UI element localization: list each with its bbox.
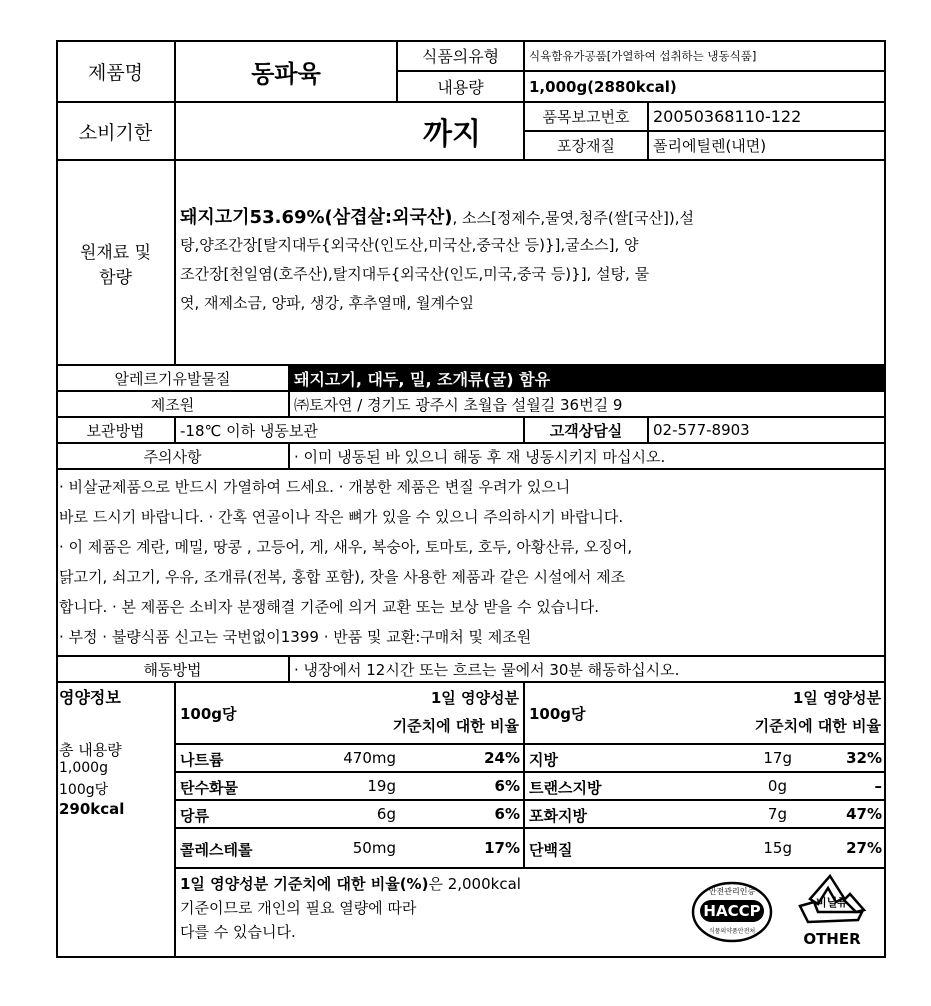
- nutrient-row: [524, 744, 886, 772]
- product-name-value: 동파육: [175, 40, 397, 102]
- nutrient-row: [175, 800, 524, 828]
- per-100g-label: 100g당: [59, 782, 109, 798]
- per-100g-kcal: 290kcal: [59, 800, 125, 818]
- nutrient-pct: 17%: [484, 839, 520, 857]
- product-name-label: 제품명: [56, 40, 175, 102]
- nutrient-row: [524, 772, 886, 800]
- allergen-label: 알레르기유발물질: [56, 365, 289, 391]
- food-type-label: 식품의유형: [397, 40, 524, 71]
- report-number-label: 품목보고번호: [524, 102, 648, 131]
- ingredients-label-line1: 원재료 및: [79, 242, 152, 263]
- header-per-100g: 100g당: [529, 705, 586, 723]
- nutrient-amount: 17g: [763, 749, 792, 767]
- header-daily-2: 기준치에 대한 비율: [754, 717, 881, 735]
- content-amount-label: 내용량: [397, 71, 524, 102]
- food-type-value: 식육함유가공품[가열하여 섭취하는 냉동식품]: [524, 40, 886, 71]
- nutrition-summary: [56, 682, 175, 958]
- recycle-badge-icon: [784, 872, 880, 952]
- nutrient-pct: 27%: [846, 839, 882, 857]
- nutrient-name: 콜레스테롤: [180, 841, 253, 859]
- caution-line: · 비살균제품으로 반드시 가열하여 드세요. · 개봉한 제품은 변질 우려가 있으니: [59, 478, 571, 496]
- caution-line: 바로 드시기 바랍니다. · 간혹 연골이나 작은 뼈가 있을 수 있으니 주의하시기 바랍니다.: [59, 508, 624, 526]
- haccp-badge-icon: [690, 880, 774, 944]
- ingredients-line4: 엿, 재제소금, 양파, 생강, 후추열매, 월계수잎: [180, 294, 475, 312]
- caution-body: [56, 469, 886, 656]
- customer-service-label: 고객상담실: [524, 417, 648, 443]
- nutrient-name: 당류: [180, 807, 209, 825]
- nutrient-amount: 0g: [767, 777, 787, 795]
- footnote-rest: 은 2,000kcal: [428, 875, 521, 893]
- recycle-label: 비닐류: [816, 896, 848, 909]
- manufacturer-value: ㈜토자연 / 경기도 광주시 초월읍 설월길 36번길 9: [289, 391, 886, 417]
- customer-service-phone: 02-577-8903: [648, 417, 886, 443]
- nutrient-pct: –: [874, 777, 882, 795]
- nutrient-amount: 470mg: [343, 749, 396, 767]
- nutrition-footnote: [175, 868, 886, 958]
- haccp-bottom-text: 식품의약품안전처: [708, 928, 756, 935]
- header-daily-1: 1일 영양성분: [792, 689, 881, 707]
- nutrition-title: 영양정보: [59, 688, 121, 707]
- expiry-cell: [175, 102, 524, 160]
- ingredients-body: [175, 160, 886, 365]
- caution-line: · 이 제품은 계란, 메밀, 땅콩 , 고등어, 게, 새우, 복숭아, 토마토, 호두, 아황산류, 오징어,: [59, 538, 633, 556]
- nutrient-pct: 32%: [846, 749, 882, 767]
- ingredients-main-bold: 돼지고기53.69%(삼겹살:외국산): [180, 207, 453, 228]
- ingredients-line1: [180, 203, 694, 229]
- haccp-top-text: 안전관리인증: [708, 887, 756, 896]
- nutrient-row: [524, 828, 886, 868]
- recycle-other-text: OTHER: [803, 930, 861, 948]
- nutrient-row: [175, 828, 524, 868]
- nutrient-pct: 6%: [494, 805, 520, 823]
- ingredients-line3: 조간장[천일염(호주산),탈지대두{외국산(인도,미국,중국 등)}], 설탕, 물: [180, 265, 650, 283]
- ingredients-label: [56, 160, 175, 365]
- thaw-label: 해동방법: [56, 656, 289, 682]
- caution-line: · 부정 · 불량식품 신고는 국번없이1399 · 반품 및 교환:구매처 및 제조원: [59, 628, 532, 646]
- header-daily-1: 1일 영양성분: [430, 689, 519, 707]
- nutrient-pct: 47%: [846, 805, 882, 823]
- storage-value: -18℃ 이하 냉동보관: [175, 417, 524, 443]
- manufacturer-label: 제조원: [56, 391, 289, 417]
- footnote-line3: 다를 수 있습니다.: [180, 923, 296, 941]
- haccp-main-text: HACCP: [703, 902, 761, 920]
- nutrient-pct: 6%: [494, 777, 520, 795]
- allergen-value: 돼지고기, 대두, 밀, 조개류(굴) 함유: [289, 365, 886, 391]
- nutrient-name: 트랜스지방: [529, 779, 602, 797]
- total-content-label: 총 내용량: [59, 741, 122, 759]
- footnote-line1: [180, 873, 521, 894]
- footnote-bold: 1일 영양성분 기준치에 대한 비율(%): [180, 875, 429, 893]
- content-amount-value: 1,000g(2880kcal): [524, 71, 886, 102]
- nutrition-header-right: [524, 682, 886, 744]
- nutrient-amount: 19g: [367, 777, 396, 795]
- nutrient-row: [524, 800, 886, 828]
- ingredients-line1-rest: , 소스[정제수,물엿,청주(쌀[국산]),설: [452, 209, 694, 227]
- expiry-label: 소비기한: [56, 102, 175, 160]
- ingredients-label-line2: 함량: [99, 267, 132, 288]
- caution-head: · 이미 냉동된 바 있으니 해동 후 재 냉동시키지 마십시오.: [289, 443, 886, 469]
- nutrient-name: 단백질: [529, 841, 573, 859]
- ingredients-line2: 탕,양조간장[탈지대두{외국산(인도산,미국산,중국산 등)}],굴소스], 양: [180, 236, 639, 254]
- nutrient-amount: 15g: [763, 839, 792, 857]
- nutrient-name: 포화지방: [529, 807, 587, 825]
- header-per-100g: 100g당: [180, 705, 237, 723]
- report-number-value: 20050368110-122: [648, 102, 886, 131]
- total-content-value: 1,000g: [59, 760, 108, 776]
- storage-label: 보관방법: [56, 417, 175, 443]
- nutrient-amount: 7g: [767, 805, 787, 823]
- nutrient-amount: 6g: [376, 805, 396, 823]
- packaging-value: 폴리에틸렌(내면): [648, 131, 886, 160]
- packaging-label: 포장재질: [524, 131, 648, 160]
- nutrient-name: 탄수화물: [180, 779, 238, 797]
- nutrient-name: 나트륨: [180, 751, 224, 769]
- nutrient-pct: 24%: [484, 749, 520, 767]
- nutrient-amount: 50mg: [352, 839, 396, 857]
- footnote-line2: 기준이므로 개인의 필요 열량에 따라: [180, 899, 417, 917]
- caution-line: 합니다. · 본 제품은 소비자 분쟁해결 기준에 의거 교환 또는 보상 받을 수 있습니다.: [59, 598, 599, 616]
- nutrition-header-left: [175, 682, 524, 744]
- caution-line: 닭고기, 쇠고기, 우유, 조개류(전복, 홍합 포함), 잣을 사용한 제품과 같은 시설에서 제조: [59, 568, 626, 586]
- expiry-value: 까지: [423, 117, 481, 152]
- caution-label: 주의사항: [56, 443, 289, 469]
- nutrient-name: 지방: [529, 751, 558, 769]
- nutrient-row: [175, 772, 524, 800]
- thaw-value: · 냉장에서 12시간 또는 흐르는 물에서 30분 해동하십시오.: [289, 656, 886, 682]
- nutrient-row: [175, 744, 524, 772]
- header-daily-2: 기준치에 대한 비율: [392, 717, 519, 735]
